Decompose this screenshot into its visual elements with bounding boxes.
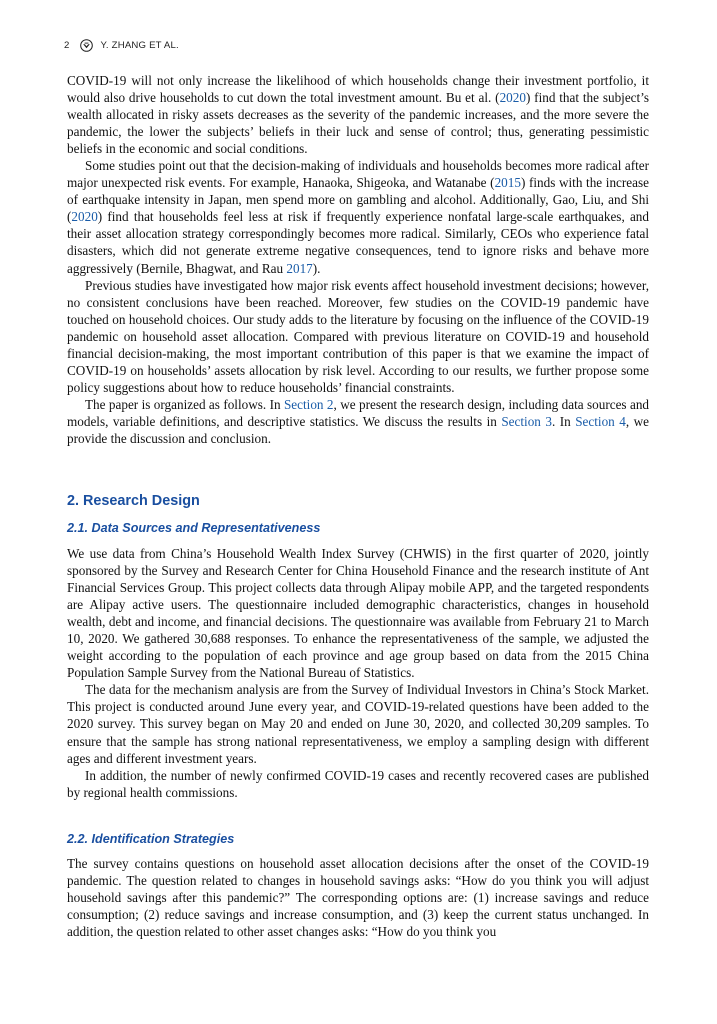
introduction-continued xyxy=(67,72,649,447)
paragraph: We use data from China’s Household Wealth Index Survey (CHWIS) in the first quarter of 2020, jointly sponsored by the Survey and Research Center for China Household Finance and the research institute of Ant Financial Services Group. This project collects data through Alipay mobile APP, and the targeted respondents are Alipay active users. The questionnaire included demographic characteristics, changes in household wealth, debt and income, and financial decisions. The questionnaire was available from February 21 to March 10, 2020. We gathered 30,688 responses. To enhance the representativeness of the sample, we adjusted the weight according to the population of each province and age group based on data from the 2015 China Population Sample Survey from the National Bureau of Statistics. xyxy=(67,546,649,681)
paragraph: Previous studies have investigated how major risk events affect household investment decisions; however, no consistent conclusions have been reached. Moreover, few studies on the COVID-19 pandemic have touched on household choices. Our study adds to the literature by focusing on the influence of the COVID-19 pandemic on household asset allocation. Compared with previous literature on COVID-19 and household financial decision-making, the most important contribution of this paper is that we examine the impact of COVID-19 on households’ assets allocation by risk level. According to our results, we further propose some policy suggestions about how to reduce households’ financial constraints. xyxy=(67,277,649,395)
page-number: 2 xyxy=(64,39,70,51)
text-run: ) find that the subject’s wealth allocated in risky assets decreases as the severity of the pandemic increases, and the more severe the pandemic, the lower the subjects’ beliefs in their luck and sense of control; thus, generating pessimistic beliefs in the economic and social conditions. xyxy=(67,90,649,157)
text-run: COVID-19 will not only increase the likelihood of which households change their investment portfolio, it would also drive households to cut down the total investment amount. Bu et al. ( xyxy=(67,73,649,106)
paragraph: The survey contains questions on household asset allocation decisions after the onset of the COVID-19 pandemic. The question related to changes in household savings asks: “How do you think you will adjust household savings after this pandemic?” The corresponding options are: (1) increase savings and reduce consumption; (2) reduce savings and increase consumption, and (3) keep the current status unchanged. In addition, the question related to other asset changes asks: “How do you think you xyxy=(67,856,649,940)
paragraph: The data for the mechanism analysis are from the Survey of Individual Investors in China’s Stock Market. This project is conducted around June every year, and COVID-19-related questions have been added to the 2020 survey. This survey began on May 20 and ended on June 30, 2020, and collected 30,209 samples. To ensure that the sample has strong national representativeness, we employ a sampling design with different ages and different investment years. xyxy=(67,682,649,766)
paragraph xyxy=(67,157,649,276)
text-run: ) find that households feel less at risk if frequently experience nonfatal large-scale earthquakes, and their asset allocation strategy correspondingly becomes more radical. Similarly, CEOs who experience fatal disasters, which did not generate extreme negative consequences, tend to ignore risks and behave more aggressively (Bernile, Bhagwat, and Rau xyxy=(67,209,649,276)
text-run: . In xyxy=(551,413,576,429)
section-2-link[interactable]: Section 2 xyxy=(283,396,334,412)
paragraph xyxy=(67,396,649,447)
citation-link[interactable]: 2017 xyxy=(286,260,313,276)
paragraph xyxy=(67,72,649,157)
text-run: Some studies point out that the decision-making of individuals and households becomes more radical after major unexpected risk events. For example, Hanaoka, Shigeoka, and Watanabe ( xyxy=(67,158,649,191)
citation-link[interactable]: 2020 xyxy=(71,209,98,225)
citation-link[interactable]: 2020 xyxy=(499,90,526,106)
running-header-authors: Y. ZHANG ET AL. xyxy=(100,39,179,51)
subsection-heading: 2.1. Data Sources and Representativeness xyxy=(67,521,321,535)
section-4-link[interactable]: Section 4 xyxy=(575,413,626,429)
citation-link[interactable]: 2015 xyxy=(494,175,521,191)
paragraph: In addition, the number of newly confirmed COVID-19 cases and recently recovered cases are published by regional health commissions. xyxy=(67,767,649,800)
running-header xyxy=(64,37,179,53)
section-heading: 2. Research Design xyxy=(67,493,200,509)
text-run: , we provide the discussion and conclusion. xyxy=(67,413,649,446)
publisher-logo-icon xyxy=(80,39,93,52)
subsection-heading: 2.2. Identification Strategies xyxy=(67,832,235,846)
identification-strategies-section xyxy=(67,855,649,940)
text-run: ). xyxy=(312,260,321,276)
section-3-link[interactable]: Section 3 xyxy=(501,413,552,429)
text-run: The paper is organized as follows. In xyxy=(85,396,284,412)
data-sources-section xyxy=(67,545,649,801)
text-run: ) finds with the increase of earthquake intensity in Japan, men spend more on gambling and alcohol. Additionally, Gao, Liu, and Shi ( xyxy=(67,175,649,225)
text-run: , we present the research design, including data sources and models, variable definitions, and descriptive statistics. We discuss the results in xyxy=(67,396,650,429)
